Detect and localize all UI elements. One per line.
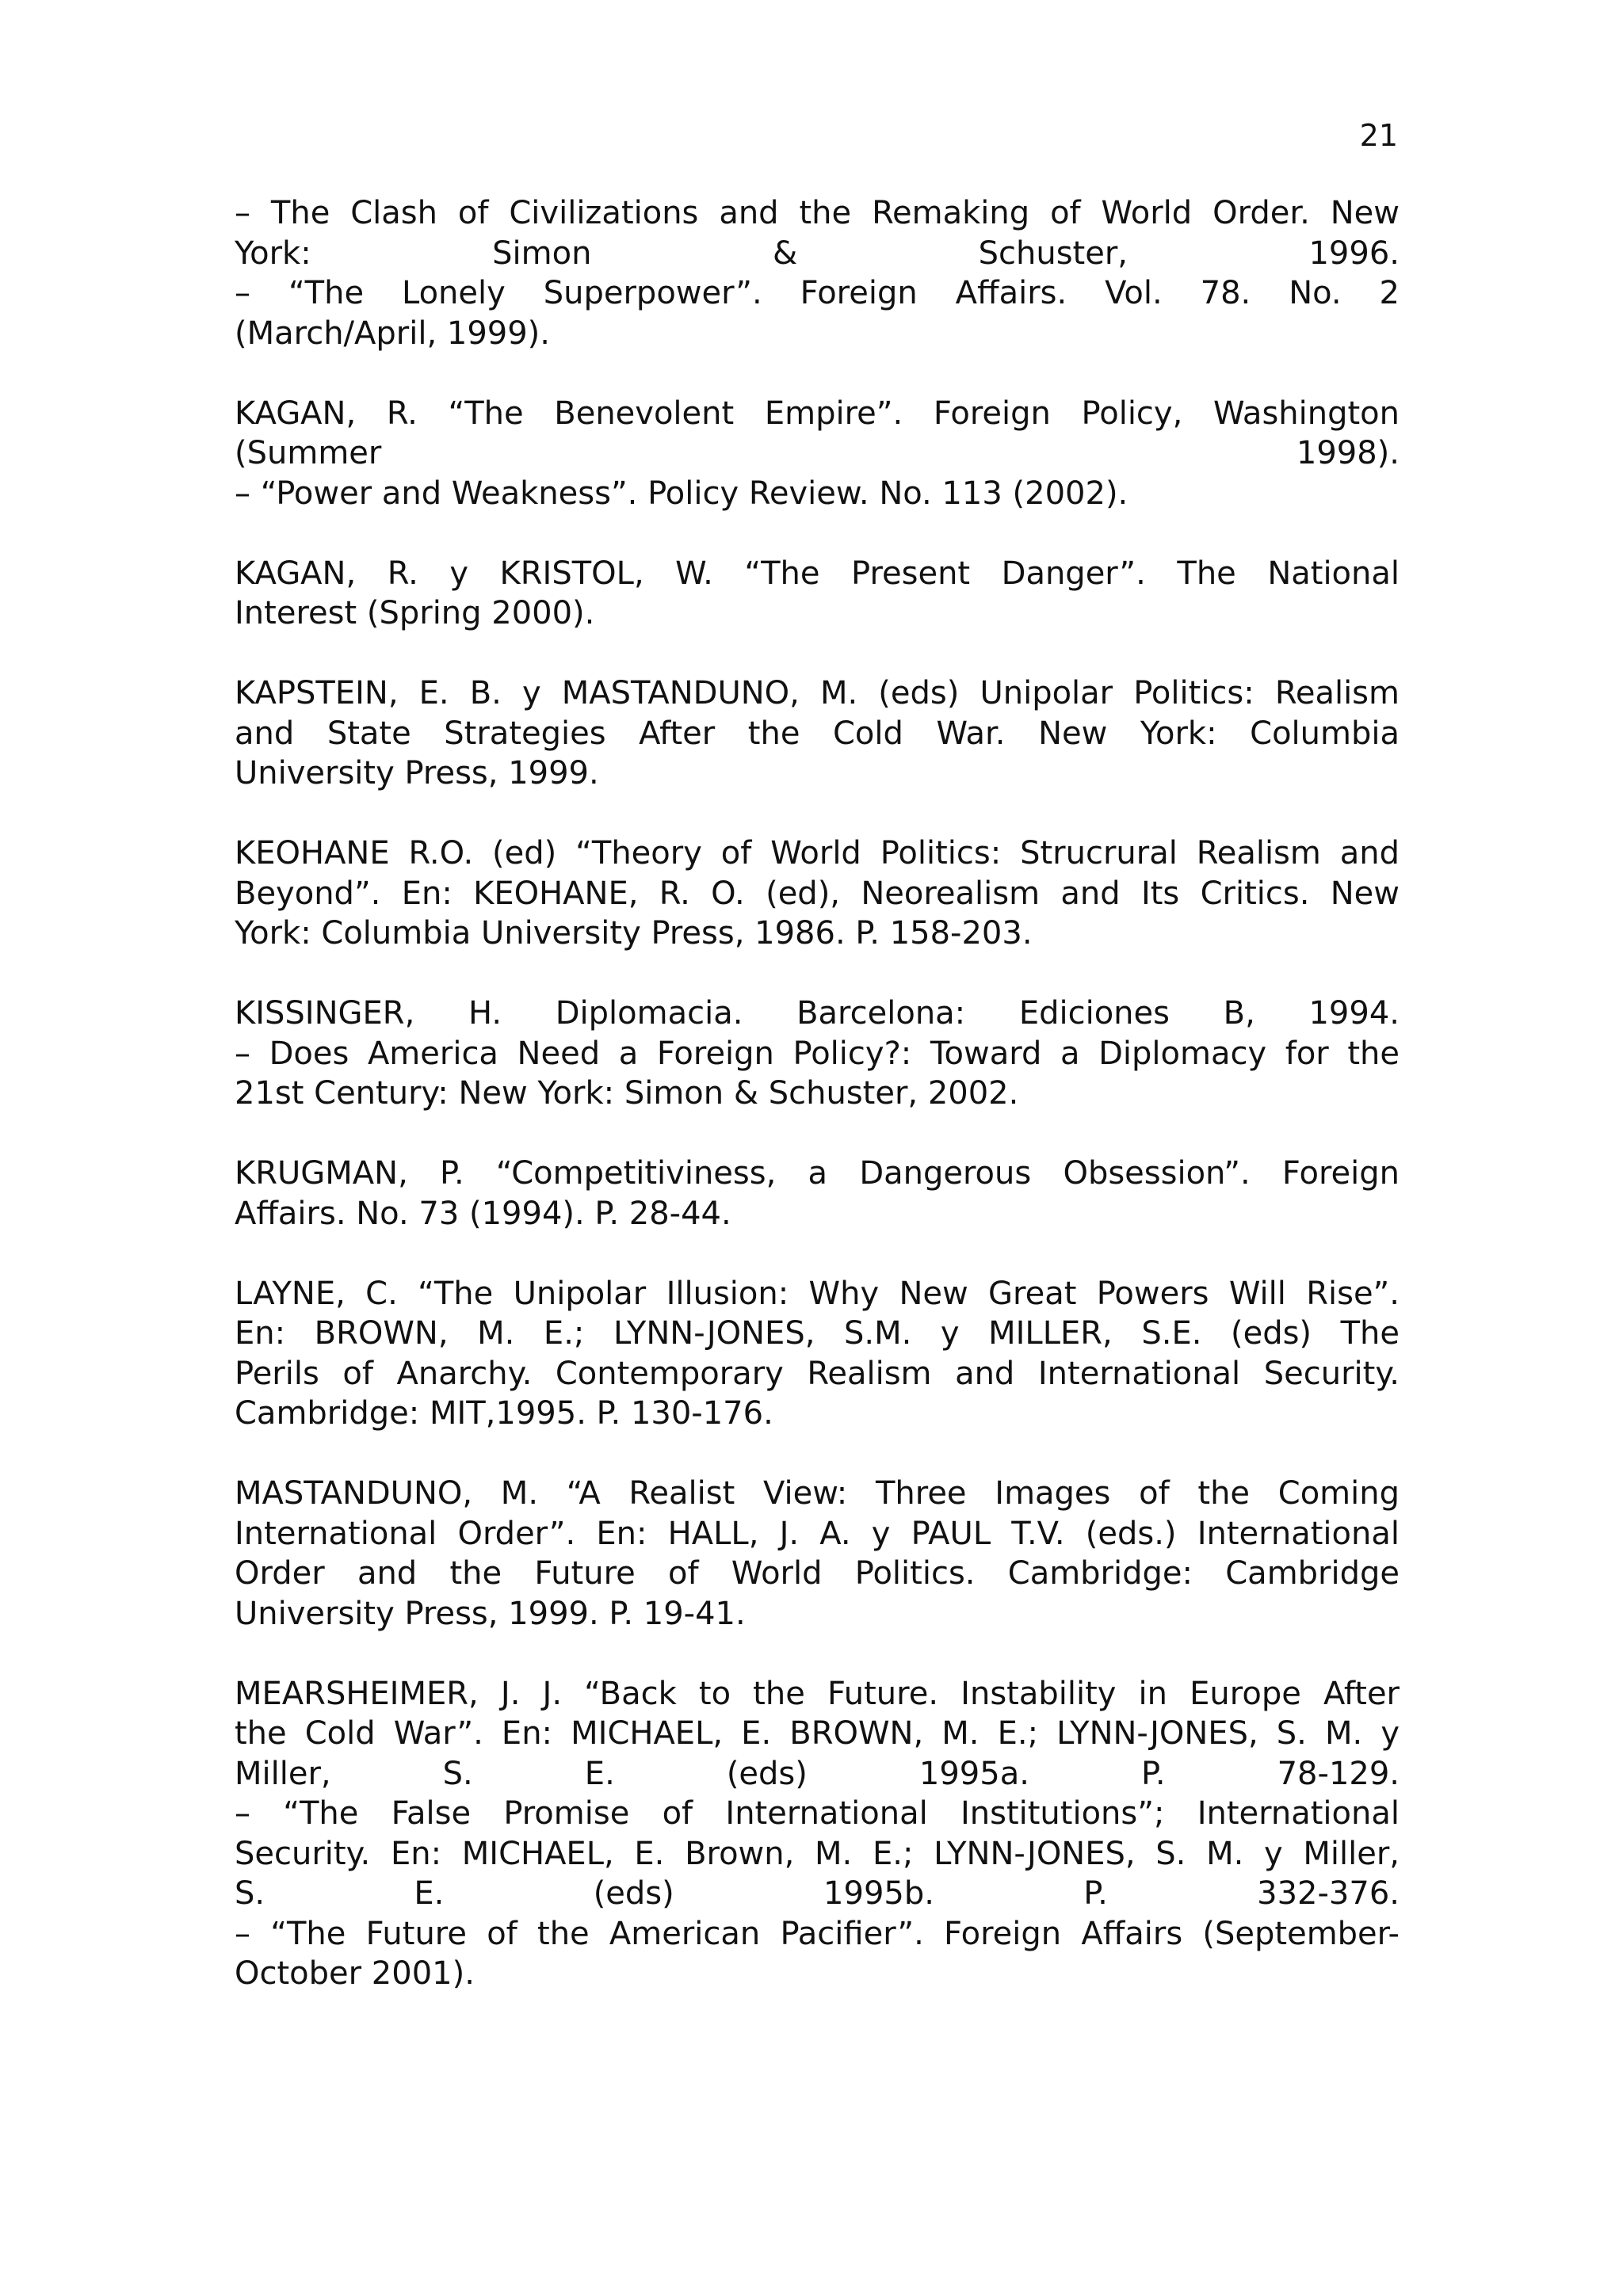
bibliography-entry-keohane bbox=[235, 833, 1400, 954]
entry-line: KEOHANE R.O. (ed) “Theory of World Politics: Strucrural Realism and bbox=[235, 835, 1400, 871]
page-number: 21 bbox=[1359, 118, 1398, 153]
entry-line: En: BROWN, M. E.; LYNN-JONES, S.M. y MILLER, S.E. (eds) The bbox=[235, 1315, 1400, 1352]
entry-line: and State Strategies After the Cold War. New York: Columbia bbox=[235, 715, 1400, 752]
entry-line: – “The Lonely Superpower”. Foreign Affairs. Vol. 78. No. 2 bbox=[235, 275, 1400, 311]
entry-line: MEARSHEIMER, J. J. “Back to the Future. Instability in Europe After bbox=[235, 1675, 1400, 1712]
entry-line: October 2001). bbox=[235, 1955, 475, 1992]
bibliography-entry-kagan-kristol bbox=[235, 554, 1400, 634]
entry-line: (Summer 1998). bbox=[235, 435, 1400, 471]
entry-line: Security. En: MICHAEL, E. Brown, M. E.; LYNN-JONES, S. M. y Miller, bbox=[235, 1835, 1400, 1872]
entry-line: – “The Future of the American Pacifier”. Foreign Affairs (September- bbox=[235, 1915, 1400, 1952]
entry-line: (March/April, 1999). bbox=[235, 315, 550, 352]
entry-line: International Order”. En: HALL, J. A. y PAUL T.V. (eds.) International bbox=[235, 1515, 1400, 1552]
entry-line: the Cold War”. En: MICHAEL, E. BROWN, M. E.; LYNN-JONES, S. M. y bbox=[235, 1715, 1400, 1752]
entry-line: Beyond”. En: KEOHANE, R. O. (ed), Neorealism and Its Critics. New bbox=[235, 875, 1400, 912]
bibliography-entry-kissinger bbox=[235, 994, 1400, 1114]
entry-line: KRUGMAN, P. “Competitiviness, a Dangerous Obsession”. Foreign bbox=[235, 1155, 1400, 1192]
entry-line: KISSINGER, H. Diplomacia. Barcelona: Ediciones B, 1994. bbox=[235, 995, 1400, 1032]
entry-line: KAGAN, R. “The Benevolent Empire”. Foreign Policy, Washington bbox=[235, 395, 1400, 432]
entry-line: 21st Century: New York: Simon & Schuster, 2002. bbox=[235, 1075, 1019, 1112]
entry-line: – “Power and Weakness”. Policy Review. No. 113 (2002). bbox=[235, 475, 1128, 512]
entry-line: Miller, S. E. (eds) 1995a. P. 78-129. bbox=[235, 1755, 1400, 1792]
bibliography-entry-mearsheimer bbox=[235, 1674, 1400, 1994]
entry-line: Interest (Spring 2000). bbox=[235, 595, 595, 631]
entry-line: MASTANDUNO, M. “A Realist View: Three Images of the Coming bbox=[235, 1475, 1400, 1512]
entry-line: York: Simon & Schuster, 1996. bbox=[235, 235, 1400, 272]
entry-line: – Does America Need a Foreign Policy?: Toward a Diplomacy for the bbox=[235, 1035, 1400, 1072]
entry-line: University Press, 1999. bbox=[235, 755, 599, 791]
entry-line: Perils of Anarchy. Contemporary Realism and International Security. bbox=[235, 1355, 1400, 1392]
entry-line: University Press, 1999. P. 19-41. bbox=[235, 1595, 746, 1632]
entry-line: KAPSTEIN, E. B. y MASTANDUNO, M. (eds) Unipolar Politics: Realism bbox=[235, 675, 1400, 711]
entry-line: S. E. (eds) 1995b. P. 332-376. bbox=[235, 1875, 1400, 1912]
entry-line: Order and the Future of World Politics. Cambridge: Cambridge bbox=[235, 1555, 1400, 1592]
entry-line: – “The False Promise of International Institutions”; International bbox=[235, 1795, 1400, 1832]
entry-line: LAYNE, C. “The Unipolar Illusion: Why New Great Powers Will Rise”. bbox=[235, 1275, 1400, 1312]
bibliography-entry-huntington bbox=[235, 193, 1400, 353]
bibliography-entry-layne bbox=[235, 1274, 1400, 1434]
bibliography-entry-kagan bbox=[235, 394, 1400, 514]
entry-line: York: Columbia University Press, 1986. P. 158-203. bbox=[235, 915, 1033, 952]
bibliography-entry-kapstein bbox=[235, 673, 1400, 794]
entry-line: Cambridge: MIT,1995. P. 130-176. bbox=[235, 1395, 773, 1432]
entry-line: KAGAN, R. y KRISTOL, W. “The Present Danger”. The National bbox=[235, 555, 1400, 592]
bibliography bbox=[235, 193, 1400, 2034]
bibliography-entry-krugman bbox=[235, 1154, 1400, 1234]
entry-line: Affairs. No. 73 (1994). P. 28-44. bbox=[235, 1195, 731, 1232]
entry-line: – The Clash of Civilizations and the Remaking of World Order. New bbox=[235, 195, 1400, 231]
bibliography-entry-mastanduno bbox=[235, 1474, 1400, 1634]
